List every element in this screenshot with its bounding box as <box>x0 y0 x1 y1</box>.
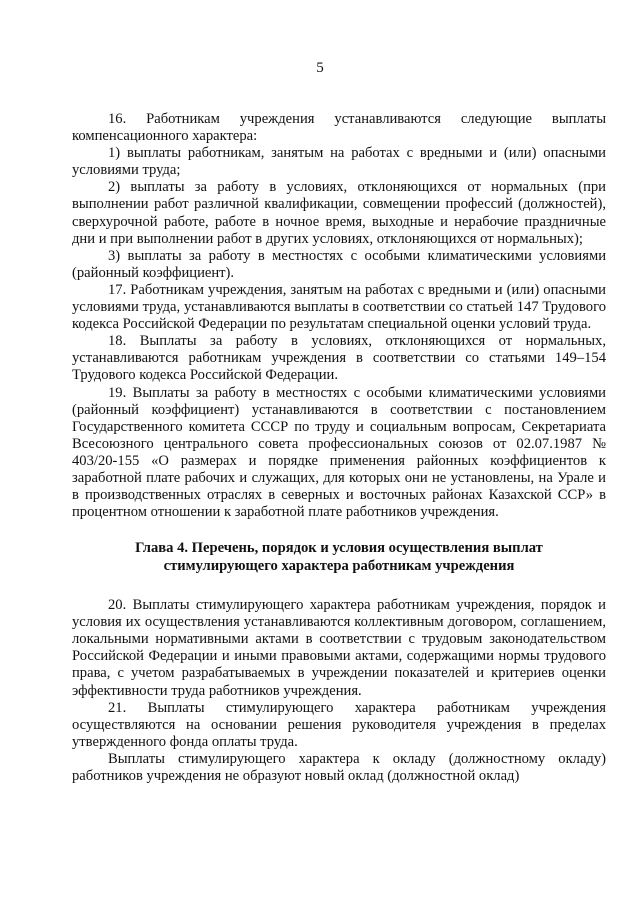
paragraph-18: 18. Выплаты за работу в условиях, отклоняющихся от нормальных, устанавливаются работникам учреждения в соответствии со статьями 149–154 Трудового кодекса Российской Федерации. <box>72 333 606 384</box>
paragraph-19: 19. Выплаты за работу в местностях с особыми климатическими условиями (районный коэффициент) устанавливаются в соответствии с постановлением Государственного комитета СССР по труду и социальным вопросам, Секретариата Всесоюзного центрального совета профессиональных союзов от 02.07.1987 № 403/20-155 «О размерах и порядке применения районных коэффициентов к заработной плате рабочих и служащих, для которых они не установлены, на Урале и в производственных отраслях в северных и восточных районах Казахской ССР» в процентном отношении к заработной плате работников учреждения. <box>72 384 606 521</box>
chapter-heading-line-1: Глава 4. Перечень, порядок и условия осуществления выплат <box>135 540 543 557</box>
paragraph-16-item-3: 3) выплаты за работу в местностях с особыми климатическими условиями (районный коэффициент). <box>72 247 606 281</box>
paragraph-20: 20. Выплаты стимулирующего характера работникам учреждения, порядок и условия их осуществления устанавливаются коллективным договором, соглашением, локальными нормативными актами в соответствии с трудовым законодательством Российской Федерации и иными правовыми актами, содержащими нормы трудового права, с учетом разрабатываемых в учреждении показателей и критериев оценки эффективности труда работников учреждения. <box>72 597 606 699</box>
paragraph-21: 21. Выплаты стимулирующего характера работникам учреждения осуществляются на основании решения руководителя учреждения в пределах утвержденного фонда оплаты труда. <box>72 699 606 750</box>
paragraph-17: 17. Работникам учреждения, занятым на работах с вредными и (или) опасными условиями труда, устанавливаются выплаты в соответствии со статьей 147 Трудового кодекса Российской Федерации по результатам специальной оценки условий труда. <box>72 281 606 333</box>
paragraph-16-item-1: 1) выплаты работникам, занятым на работах с вредными и (или) опасными условиями труда; <box>72 145 606 179</box>
document-body <box>72 111 606 785</box>
paragraph-16-item-2: 2) выплаты за работу в условиях, отклоняющихся от нормальных (при выполнении работ различной квалификации, совмещении профессий (должностей), сверхурочной работе, работе в ночное время, выходные и нерабочие праздничные дни и при выполнении работ в других условиях, отклоняющихся от нормальных); <box>72 179 606 247</box>
paragraph-21-continuation: Выплаты стимулирующего характера к окладу (должностному окладу) работников учреждения не образуют новый оклад (должностной оклад) <box>72 750 606 784</box>
chapter-heading-line-2: стимулирующего характера работникам учреждения <box>163 557 515 574</box>
chapter-4-heading <box>72 540 606 575</box>
page-number: 5 <box>316 60 324 76</box>
paragraph-16: 16. Работникам учреждения устанавливаются следующие выплаты компенсационного характера: <box>72 111 606 145</box>
